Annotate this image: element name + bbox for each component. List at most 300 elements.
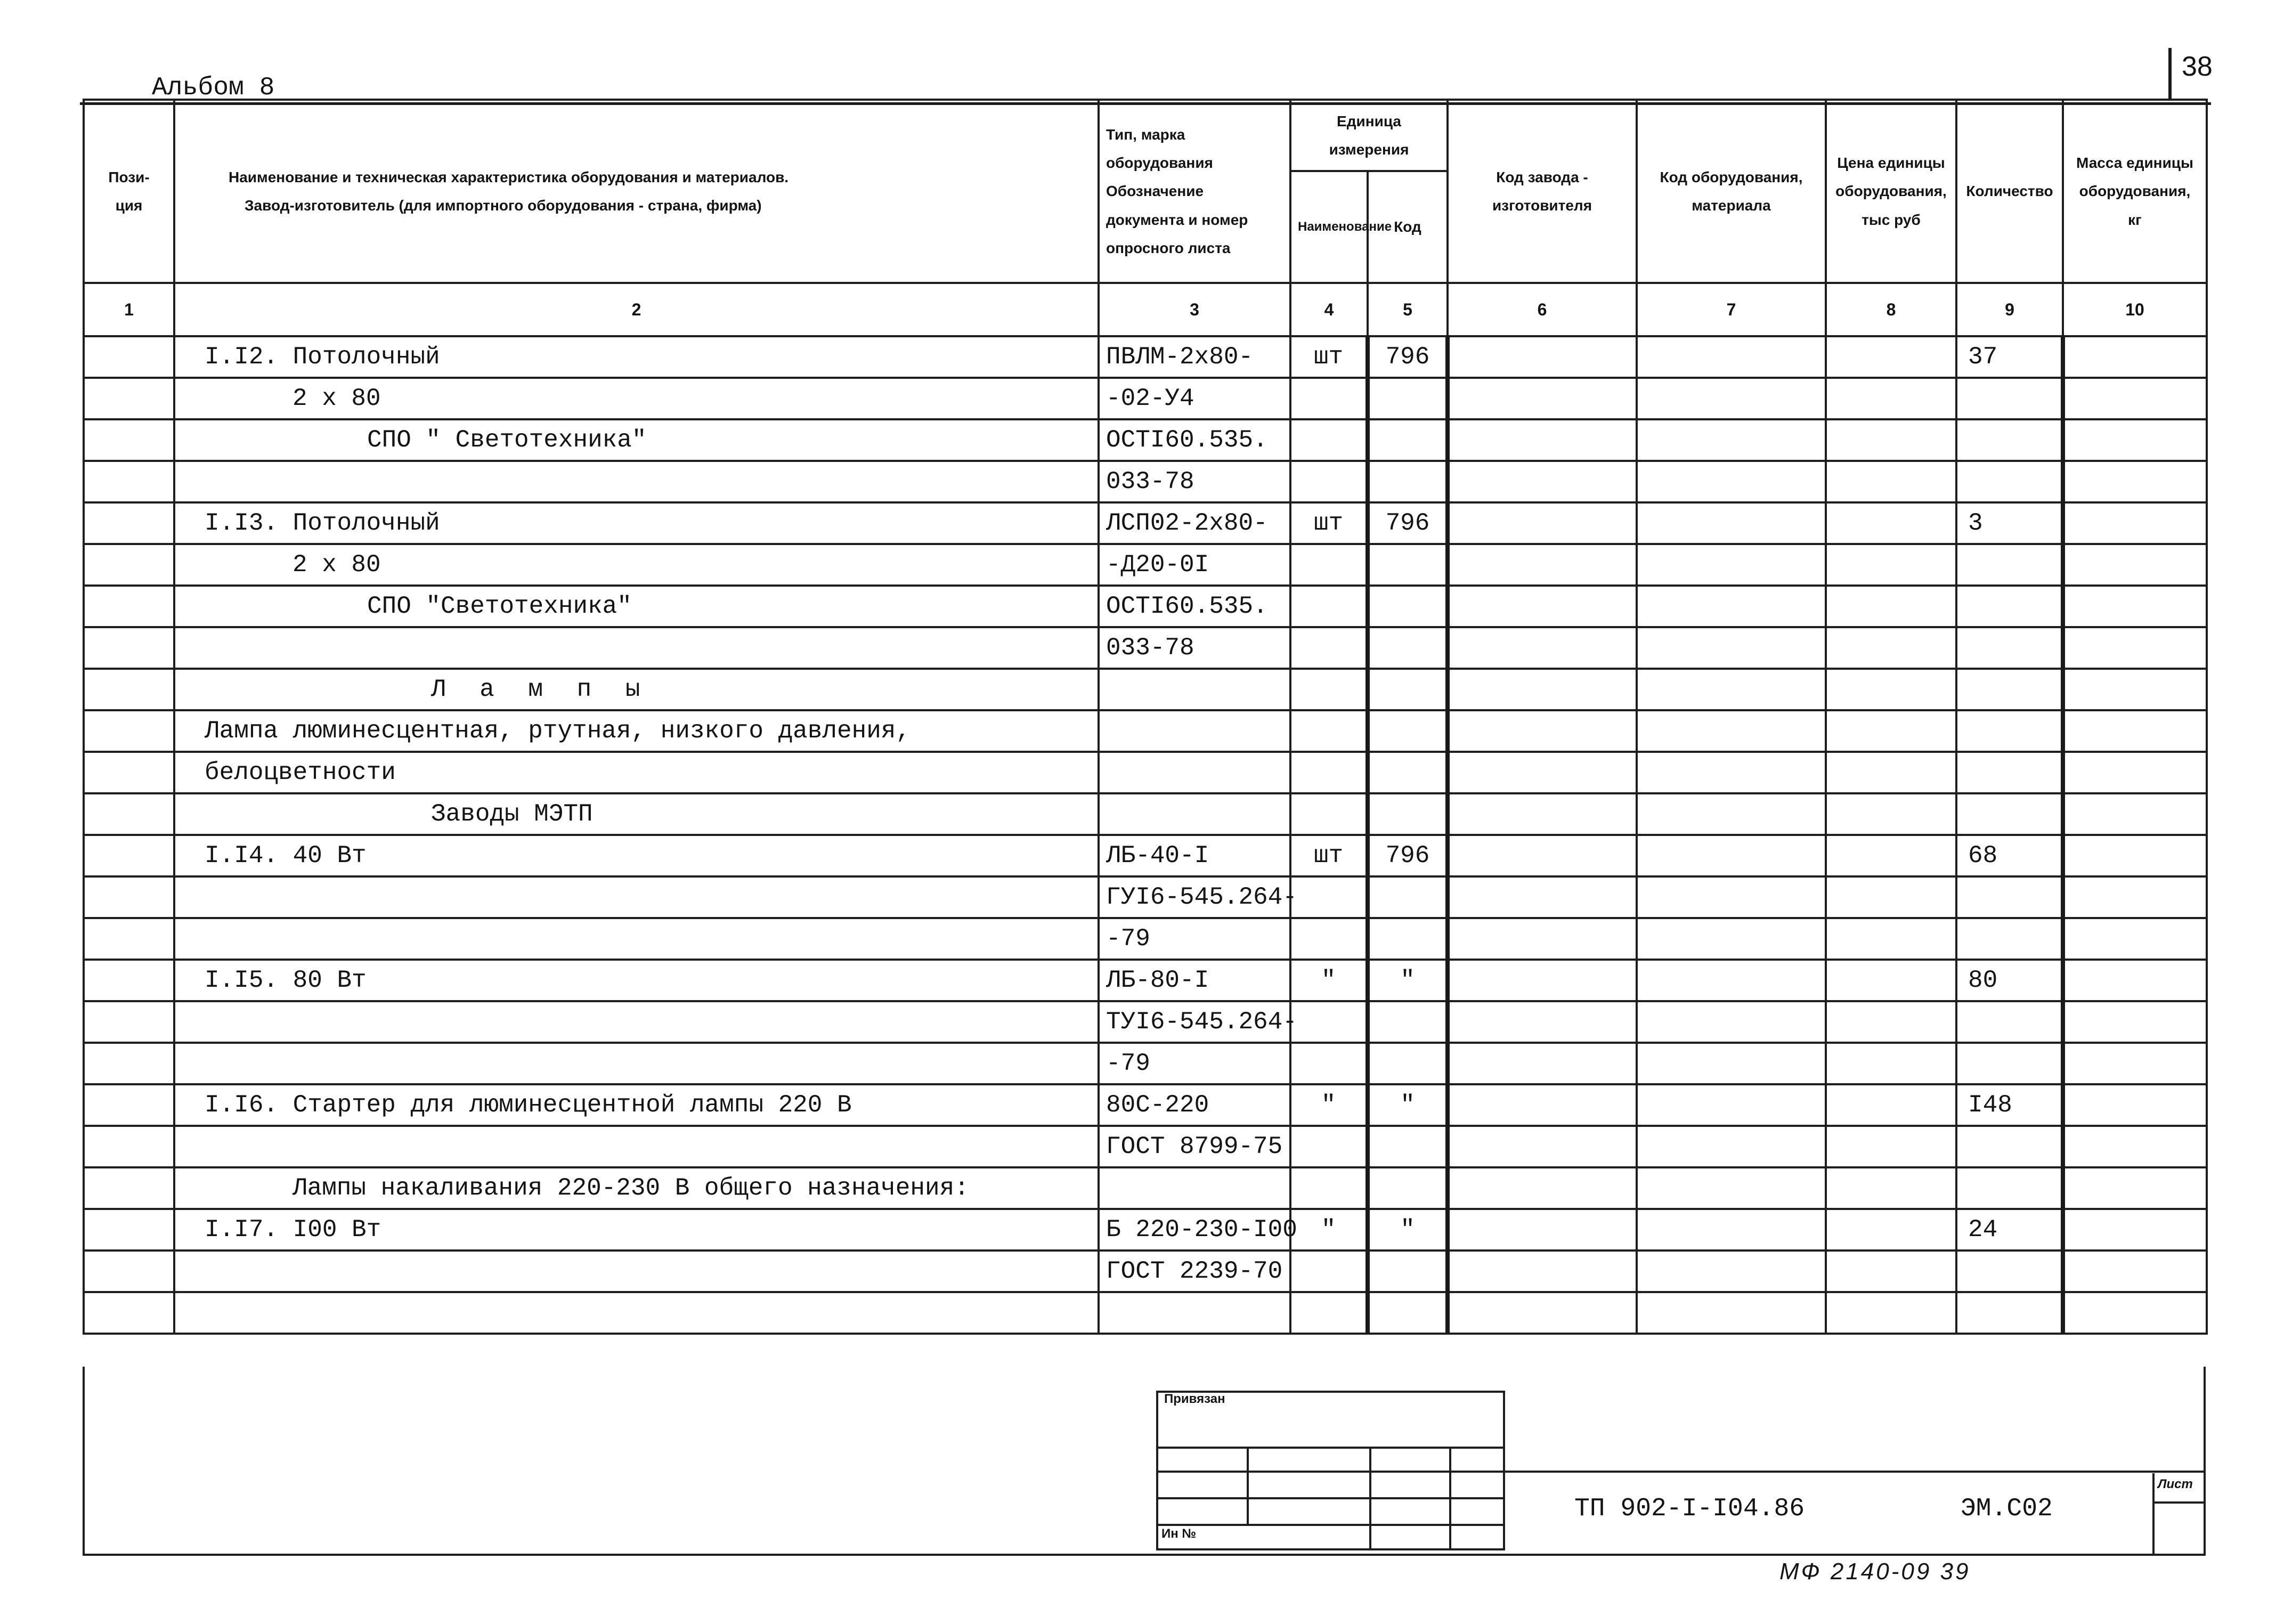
row-quantity: I48 [1956,1084,2063,1126]
row-quantity [1956,544,2063,586]
row-plant-code [1448,835,1637,876]
row-name [174,876,1099,918]
table-row [84,752,2207,793]
table-row [84,502,2207,544]
row-unit-code: 796 [1368,336,1448,378]
row-equipment-code [1637,835,1826,876]
row-plant-code [1448,502,1637,544]
stamp-line [1369,1447,1371,1550]
row-plant-code [1448,1251,1637,1292]
row-quantity [1956,1292,2063,1334]
table-row [84,1167,2207,1209]
row-quantity [1956,918,2063,960]
row-plant-code [1448,378,1637,419]
album-label: Альбом 8 [152,74,275,102]
row-quantity [1956,793,2063,835]
row-mass [2063,336,2207,378]
row-type: ЛБ-40-I [1099,835,1290,876]
row-equipment-code [1637,378,1826,419]
header-plant-code: Код завода - изготовителя [1448,100,1637,283]
table-row [84,336,2207,378]
row-plant-code [1448,544,1637,586]
table-row [84,544,2207,586]
row-unit-code [1368,876,1448,918]
header-name: Наименование и техническая характеристика оборудования и материалов. Завод-изготовитель (для импортного оборудования - страна, фирма) [174,100,1099,283]
row-type: ОСТI60.535. [1099,586,1290,627]
row-mass [2063,544,2207,586]
row-plant-code [1448,793,1637,835]
row-quantity [1956,1251,2063,1292]
row-unit [1290,1251,1368,1292]
stamp-line [1156,1524,1505,1526]
sheet-box-divider [2152,1501,2206,1504]
row-mass [2063,461,2207,502]
stamp-line [1156,1471,1505,1473]
row-type: ГУI6-545.264- [1099,876,1290,918]
row-position [84,960,174,1001]
row-unit-code [1368,1001,1448,1043]
row-unit [1290,461,1368,502]
row-unit-code: " [1368,960,1448,1001]
row-type: ГОСТ 8799-75 [1099,1126,1290,1167]
stamp-inv-label: Ин № [1161,1526,1197,1541]
row-unit: шт [1290,336,1368,378]
table-row [84,419,2207,461]
col-num: 6 [1448,283,1637,336]
row-type: ТУI6-545.264- [1099,1001,1290,1043]
row-mass [2063,960,2207,1001]
row-price [1826,710,1956,752]
row-name [174,461,1099,502]
bottom-frame [83,1367,2206,1556]
table-row [84,1001,2207,1043]
row-unit [1290,378,1368,419]
row-equipment-code [1637,669,1826,710]
row-type: -02-У4 [1099,378,1290,419]
row-type [1099,669,1290,710]
table-row [84,669,2207,710]
row-quantity: 24 [1956,1209,2063,1251]
row-equipment-code [1637,336,1826,378]
row-quantity: 68 [1956,835,2063,876]
row-unit-code: " [1368,1209,1448,1251]
row-type: Б 220-230-I00 [1099,1209,1290,1251]
row-unit [1290,1001,1368,1043]
row-unit-code [1368,1126,1448,1167]
row-position [84,793,174,835]
header-unit-name: Наименование [1290,171,1368,283]
row-unit-code: " [1368,1084,1448,1126]
row-position [84,1084,174,1126]
row-name: белоцветности [174,752,1099,793]
row-unit: " [1290,960,1368,1001]
row-price [1826,835,1956,876]
row-name [174,1251,1099,1292]
row-plant-code [1448,1292,1637,1334]
row-position [84,1251,174,1292]
row-equipment-code [1637,1043,1826,1084]
row-plant-code [1448,336,1637,378]
row-mass [2063,1209,2207,1251]
row-quantity [1956,586,2063,627]
header-position: Пози-ция [84,100,174,283]
row-quantity: 3 [1956,502,2063,544]
row-equipment-code [1637,1209,1826,1251]
row-equipment-code [1637,876,1826,918]
header-mass: Масса единицы оборудования, кг [2063,100,2207,283]
row-unit [1290,710,1368,752]
row-name: I.I3. Потолочный [174,502,1099,544]
row-unit [1290,586,1368,627]
row-position [84,544,174,586]
row-price [1826,1084,1956,1126]
column-number-row [84,283,2207,336]
row-plant-code [1448,876,1637,918]
page-number-divider [2168,48,2172,99]
row-quantity [1956,752,2063,793]
table-row [84,1043,2207,1084]
row-position [84,627,174,669]
row-unit: шт [1290,502,1368,544]
row-name: 2 x 80 [174,378,1099,419]
row-unit-code [1368,586,1448,627]
title-block-line [1505,1471,2206,1473]
row-plant-code [1448,627,1637,669]
row-mass [2063,752,2207,793]
row-price [1826,669,1956,710]
row-quantity [1956,1167,2063,1209]
row-unit [1290,918,1368,960]
row-plant-code [1448,461,1637,502]
table-row [84,586,2207,627]
row-equipment-code [1637,793,1826,835]
row-plant-code [1448,960,1637,1001]
row-type: -79 [1099,918,1290,960]
table-row [84,710,2207,752]
row-equipment-code [1637,1001,1826,1043]
col-num: 4 [1290,283,1368,336]
row-quantity [1956,627,2063,669]
row-position [84,710,174,752]
specification-table [83,99,2208,1335]
row-plant-code [1448,1001,1637,1043]
col-num: 3 [1099,283,1290,336]
header-type: Тип, марка оборудования Обозначение документа и номер опросного листа [1099,100,1290,283]
row-equipment-code [1637,752,1826,793]
row-unit-code [1368,793,1448,835]
row-price [1826,336,1956,378]
col-num: 9 [1956,283,2063,336]
page-number: 38 [2182,51,2213,82]
row-name [174,1043,1099,1084]
col-num: 1 [84,283,174,336]
row-equipment-code [1637,461,1826,502]
row-equipment-code [1637,627,1826,669]
row-unit [1290,1043,1368,1084]
row-price [1826,1251,1956,1292]
table-row [84,793,2207,835]
row-position [84,1167,174,1209]
row-unit-code [1368,710,1448,752]
row-price [1826,960,1956,1001]
row-plant-code [1448,752,1637,793]
row-type [1099,752,1290,793]
row-mass [2063,669,2207,710]
row-price [1826,1001,1956,1043]
row-unit-code [1368,378,1448,419]
row-unit: " [1290,1084,1368,1126]
row-position [84,336,174,378]
row-mass [2063,1251,2207,1292]
stamp-line [1247,1447,1249,1524]
table-row [84,835,2207,876]
row-type [1099,1167,1290,1209]
header-price: Цена единицы оборудования, тыс руб [1826,100,1956,283]
row-type [1099,793,1290,835]
row-mass [2063,378,2207,419]
table-row [84,1292,2207,1334]
row-equipment-code [1637,586,1826,627]
col-num: 2 [174,283,1099,336]
row-unit [1290,544,1368,586]
row-mass [2063,1292,2207,1334]
row-position [84,669,174,710]
row-type: -Д20-0I [1099,544,1290,586]
row-unit-code [1368,1043,1448,1084]
row-mass [2063,502,2207,544]
row-equipment-code [1637,502,1826,544]
header-unit: Единица измерения [1290,100,1448,171]
row-unit [1290,752,1368,793]
header-row-1 [84,100,2207,171]
row-unit-code [1368,544,1448,586]
row-name [174,1001,1099,1043]
row-equipment-code [1637,918,1826,960]
row-quantity [1956,378,2063,419]
row-plant-code [1448,669,1637,710]
row-plant-code [1448,419,1637,461]
header-quantity: Количество [1956,100,2063,283]
row-price [1826,876,1956,918]
col-num: 5 [1368,283,1448,336]
row-unit [1290,1167,1368,1209]
row-equipment-code [1637,710,1826,752]
col-num: 7 [1637,283,1826,336]
row-unit [1290,1126,1368,1167]
row-quantity [1956,669,2063,710]
row-equipment-code [1637,1251,1826,1292]
row-position [84,1292,174,1334]
row-mass [2063,710,2207,752]
row-unit-code [1368,918,1448,960]
sheet-label: Лист [2158,1477,2193,1491]
row-unit [1290,793,1368,835]
row-name: СПО "Светотехника" [174,586,1099,627]
row-name: Лампы накаливания 220-230 В общего назначения: [174,1167,1099,1209]
row-equipment-code [1637,1167,1826,1209]
row-quantity [1956,1001,2063,1043]
row-unit-code [1368,419,1448,461]
row-position [84,1209,174,1251]
row-price [1826,1167,1956,1209]
row-name: I.I7. I00 Вт [174,1209,1099,1251]
row-name: 2 x 80 [174,544,1099,586]
sheet-code: ЭМ.С02 [1961,1495,2053,1523]
row-unit-code [1368,461,1448,502]
row-quantity [1956,419,2063,461]
row-name: I.I2. Потолочный [174,336,1099,378]
stamp-line [1449,1447,1451,1550]
row-name: Л а м п ы [174,669,1099,710]
table-row [84,461,2207,502]
row-quantity: 80 [1956,960,2063,1001]
row-type: ОСТI60.535. [1099,419,1290,461]
row-type: 033-78 [1099,627,1290,669]
row-quantity [1956,710,2063,752]
row-mass [2063,876,2207,918]
row-equipment-code [1637,544,1826,586]
row-name [174,1126,1099,1167]
table-row [84,918,2207,960]
row-type: 033-78 [1099,461,1290,502]
row-price [1826,627,1956,669]
row-price [1826,793,1956,835]
row-position [84,876,174,918]
row-position [84,461,174,502]
row-plant-code [1448,586,1637,627]
row-type: ЛСП02-2x80- [1099,502,1290,544]
row-name: I.I6. Стартер для люминесцентной лампы 220 В [174,1084,1099,1126]
table-row [84,627,2207,669]
row-position [84,1126,174,1167]
stamp-line [1156,1447,1505,1449]
row-price [1826,1126,1956,1167]
row-unit-code: 796 [1368,502,1448,544]
row-mass [2063,793,2207,835]
row-quantity [1956,876,2063,918]
row-quantity: 37 [1956,336,2063,378]
row-position [84,502,174,544]
row-plant-code [1448,918,1637,960]
row-unit: " [1290,1209,1368,1251]
row-mass [2063,1001,2207,1043]
row-price [1826,1209,1956,1251]
row-name: Заводы МЭТП [174,793,1099,835]
row-position [84,419,174,461]
row-type [1099,1292,1290,1334]
row-unit-code [1368,1167,1448,1209]
table-row [84,1209,2207,1251]
row-equipment-code [1637,419,1826,461]
row-price [1826,461,1956,502]
stamp-title: Привязан [1164,1392,1225,1406]
row-unit-code [1368,752,1448,793]
row-unit [1290,1292,1368,1334]
row-position [84,752,174,793]
row-unit-code [1368,627,1448,669]
row-name [174,627,1099,669]
row-position [84,835,174,876]
row-equipment-code [1637,960,1826,1001]
col-num: 10 [2063,283,2207,336]
row-name [174,918,1099,960]
row-mass [2063,1084,2207,1126]
row-position [84,1001,174,1043]
row-type: 80С-220 [1099,1084,1290,1126]
row-unit [1290,876,1368,918]
row-plant-code [1448,1084,1637,1126]
document-number: ТП 902-I-I04.86 [1574,1495,1805,1523]
row-price [1826,419,1956,461]
stamp-line [1156,1497,1505,1499]
row-unit [1290,669,1368,710]
row-quantity [1956,461,2063,502]
row-unit-code [1368,669,1448,710]
row-mass [2063,835,2207,876]
row-mass [2063,419,2207,461]
row-name: I.I4. 40 Вт [174,835,1099,876]
row-plant-code [1448,710,1637,752]
table-row [84,1126,2207,1167]
row-unit-code [1368,1292,1448,1334]
table-row [84,378,2207,419]
row-type [1099,710,1290,752]
table-row [84,1251,2207,1292]
row-quantity [1956,1126,2063,1167]
row-price [1826,586,1956,627]
row-name [174,1292,1099,1334]
row-quantity [1956,1043,2063,1084]
row-unit [1290,419,1368,461]
row-position [84,918,174,960]
row-type: ГОСТ 2239-70 [1099,1251,1290,1292]
row-price [1826,752,1956,793]
row-name: I.I5. 80 Вт [174,960,1099,1001]
row-price [1826,1292,1956,1334]
table-row [84,960,2207,1001]
row-mass [2063,1126,2207,1167]
row-mass [2063,627,2207,669]
table-row [84,876,2207,918]
row-position [84,1043,174,1084]
row-mass [2063,586,2207,627]
row-unit [1290,627,1368,669]
row-price [1826,1043,1956,1084]
row-unit-code [1368,1251,1448,1292]
row-equipment-code [1637,1084,1826,1126]
row-position [84,586,174,627]
row-name: Лампа люминесцентная, ртутная, низкого давления, [174,710,1099,752]
row-position [84,378,174,419]
row-name: СПО " Светотехника" [174,419,1099,461]
row-mass [2063,1167,2207,1209]
row-mass [2063,1043,2207,1084]
row-unit: шт [1290,835,1368,876]
row-price [1826,544,1956,586]
row-mass [2063,918,2207,960]
row-plant-code [1448,1209,1637,1251]
row-type: ПВЛМ-2x80- [1099,336,1290,378]
header-equipment-code: Код оборудования, материала [1637,100,1826,283]
row-type: ЛБ-80-I [1099,960,1290,1001]
row-price [1826,918,1956,960]
footer-code: МФ 2140-09 39 [1779,1558,1971,1585]
row-unit-code: 796 [1368,835,1448,876]
table-row [84,1084,2207,1126]
row-plant-code [1448,1126,1637,1167]
row-equipment-code [1637,1126,1826,1167]
header-unit-code: Код [1368,171,1448,283]
